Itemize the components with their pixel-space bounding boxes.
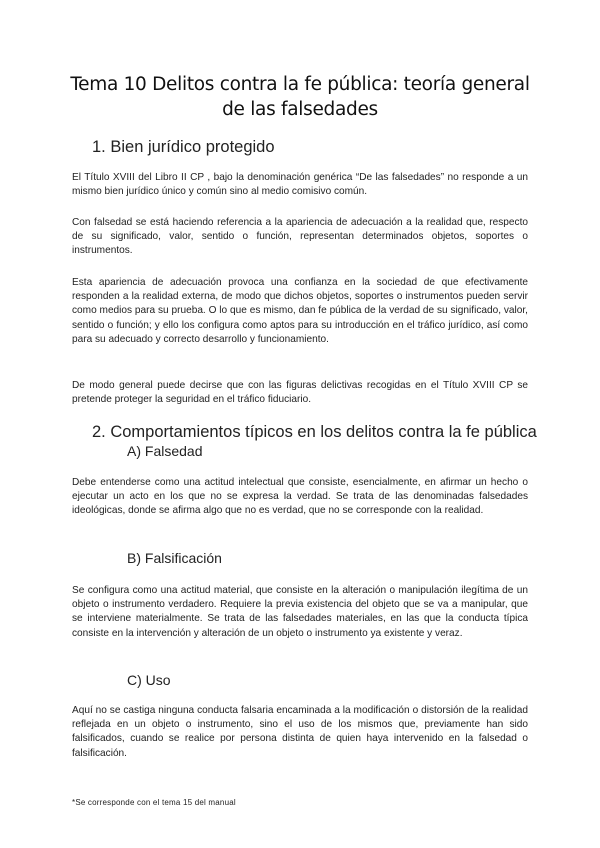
- paragraph: Con falsedad se está haciendo referencia a la apariencia de adecuación a la realidad que, respecto de su significado, valor, sentido o función, representan determinados objetos, soportes o instrumentos.: [72, 217, 528, 257]
- paragraph: Esta apariencia de adecuación provoca una confianza en la sociedad de que efectivamente responden a la realidad externa, de modo que dichos objetos, soportes o instrumentos pueden servir como medios para su prueba. O lo que es mismo, dan fe pública de la verdad de su significado, valor, sentido o función; y ello los configura como aptos para su introducción en el tráfico jurídico, así como para su adecuado y correcto desarrollo y funcionamiento.: [72, 277, 528, 345]
- paragraph: Debe entenderse como una actitud intelectual que consiste, esencialmente, en afirmar un hecho o ejecutar un acto en los que no se expresa la verdad. Se trata de las denominadas falsedades ideológicas, donde se afirma algo que no es verdad, que no se corresponde con la realidad.: [72, 477, 528, 517]
- subsection-heading-falsedad: A) Falsedad: [127, 443, 203, 459]
- footnote: *Se corresponde con el tema 15 del manual: [72, 798, 236, 807]
- paragraph: El Título XVIII del Libro II CP , bajo la denominación genérica “De las falsedades” no responde a un mismo bien jurídico único y común sino al medio comisivo común.: [72, 172, 528, 198]
- document-title: Tema 10 Delitos contra la fe pública: teoría general de las falsedades: [70, 74, 530, 120]
- paragraph: Se configura como una actitud material, que consiste en la alteración o manipulación ilegítima de un objeto o instrumento verdadero. Requiere la previa existencia del objeto que se va a manipular, que se interviene materialmente. Se trata de las falsedades materiales, en las que la conducta típica consiste en la intervención y alteración de un objeto o instrumento ya existente y veraz.: [72, 585, 528, 639]
- section-heading-bien-juridico: 1. Bien jurídico protegido: [92, 138, 275, 156]
- paragraph: Aquí no se castiga ninguna conducta falsaria encaminada a la modificación o distorsión de la realidad reflejada en un objeto o instrumento, sino el uso de los mismos que, previamente han sido falsificados, cuando se realice por persona distinta de quien haya intervenido en la falsedad o falsificación.: [72, 705, 528, 759]
- paragraph: De modo general puede decirse que con las figuras delictivas recogidas en el Título XVIII CP se pretende proteger la seguridad en el tráfico fiduciario.: [72, 380, 528, 406]
- subsection-heading-uso: C) Uso: [127, 672, 171, 688]
- section-heading-comportamientos: 2. Comportamientos típicos en los delitos contra la fe pública: [92, 423, 537, 441]
- subsection-heading-falsificacion: B) Falsificación: [127, 550, 222, 566]
